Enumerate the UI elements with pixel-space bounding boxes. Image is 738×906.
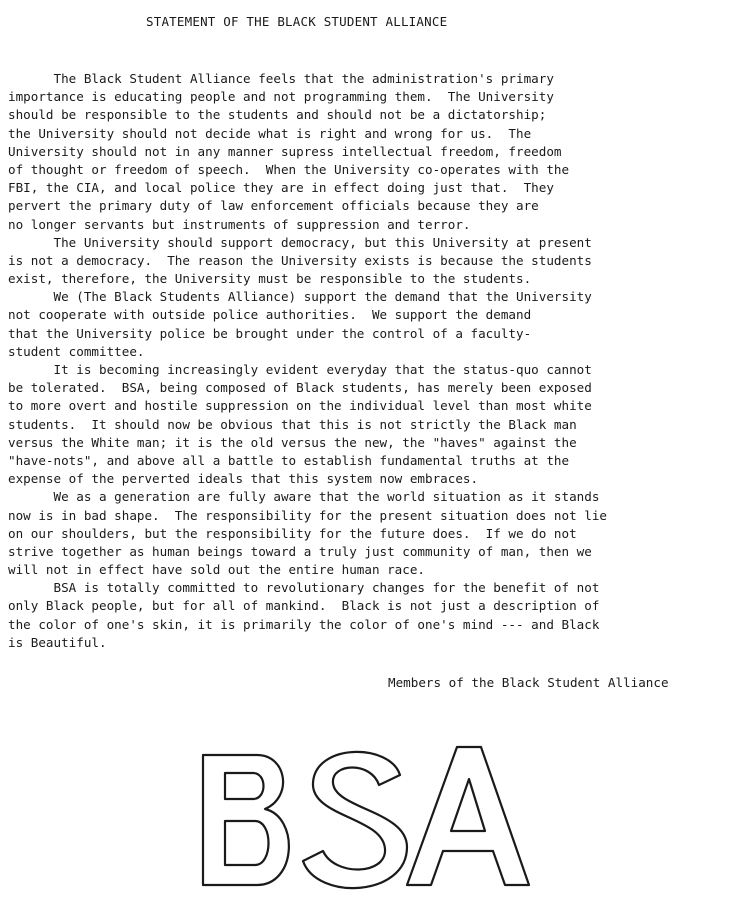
body-line: We (The Black Students Alliance) support the demand that the University (8, 289, 592, 305)
body-line: FBI, the CIA, and local police they are in effect doing just that. They (8, 180, 554, 196)
body-line: exist, therefore, the University must be responsible to the students. (8, 271, 532, 287)
body-line: We as a generation are fully aware that the world situation as it stands (8, 489, 600, 505)
body-line: expense of the perverted ideals that this system now embraces. (8, 471, 479, 487)
body-line: on our shoulders, but the responsibility for the future does. If we do not (8, 525, 577, 541)
signature-line: Members of the Black Student Alliance (388, 675, 669, 690)
body-line: versus the White man; it is the old versus the new, the "haves" against the (8, 434, 577, 450)
body-line: the color of one's skin, it is primarily the color of one's mind --- and Black (8, 616, 600, 632)
body-line: importance is educating people and not programming them. The University (8, 89, 554, 105)
body-line: the University should not decide what is right and wrong for us. The (8, 125, 532, 141)
body-line: is not a democracy. The reason the University exists is because the students (8, 252, 592, 268)
body-line: will not in effect have sold out the entire human race. (8, 562, 426, 578)
statement-body (8, 70, 734, 652)
body-line: to more overt and hostile suppression on the individual level than most white (8, 398, 592, 414)
body-line: not cooperate with outside police authorities. We support the demand (8, 307, 532, 323)
logo-letter-s (303, 752, 407, 888)
logo-letter-a (407, 747, 529, 885)
body-line: The University should support democracy, but this University at present (8, 234, 592, 250)
body-line: University should not in any manner supress intellectual freedom, freedom (8, 143, 562, 159)
body-line: The Black Student Alliance feels that the administration's primary (8, 71, 554, 86)
body-line: is Beautiful. (8, 634, 107, 650)
body-line: student committee. (8, 343, 145, 359)
body-line: that the University police be brought under the control of a faculty- (8, 325, 532, 341)
body-line: of thought or freedom of speech. When the University co-operates with the (8, 161, 570, 177)
body-line: now is in bad shape. The responsibility for the present situation does not lie (8, 507, 607, 523)
body-line: should be responsible to the students and should not be a dictatorship; (8, 107, 547, 123)
body-line: It is becoming increasingly evident everyday that the status-quo cannot (8, 362, 592, 377)
body-line: only Black people, but for all of mankind. Black is not just a description of (8, 598, 600, 614)
body-line: strive together as human beings toward a truly just community of man, then we (8, 543, 592, 559)
body-line: BSA is totally committed to revolutionary changes for the benefit of not (8, 580, 600, 596)
body-line: be tolerated. BSA, being composed of Black students, has merely been exposed (8, 380, 592, 396)
body-line: "have-nots", and above all a battle to establish fundamental truths at the (8, 452, 570, 468)
document-title: STATEMENT OF THE BLACK STUDENT ALLIANCE (146, 14, 448, 29)
body-line: no longer servants but instruments of suppression and terror. (8, 216, 471, 232)
body-line: pervert the primary duty of law enforcement officials because they are (8, 198, 539, 214)
body-line: students. It should now be obvious that this is not strictly the Black man (8, 416, 577, 432)
bsa-logo (195, 735, 535, 900)
